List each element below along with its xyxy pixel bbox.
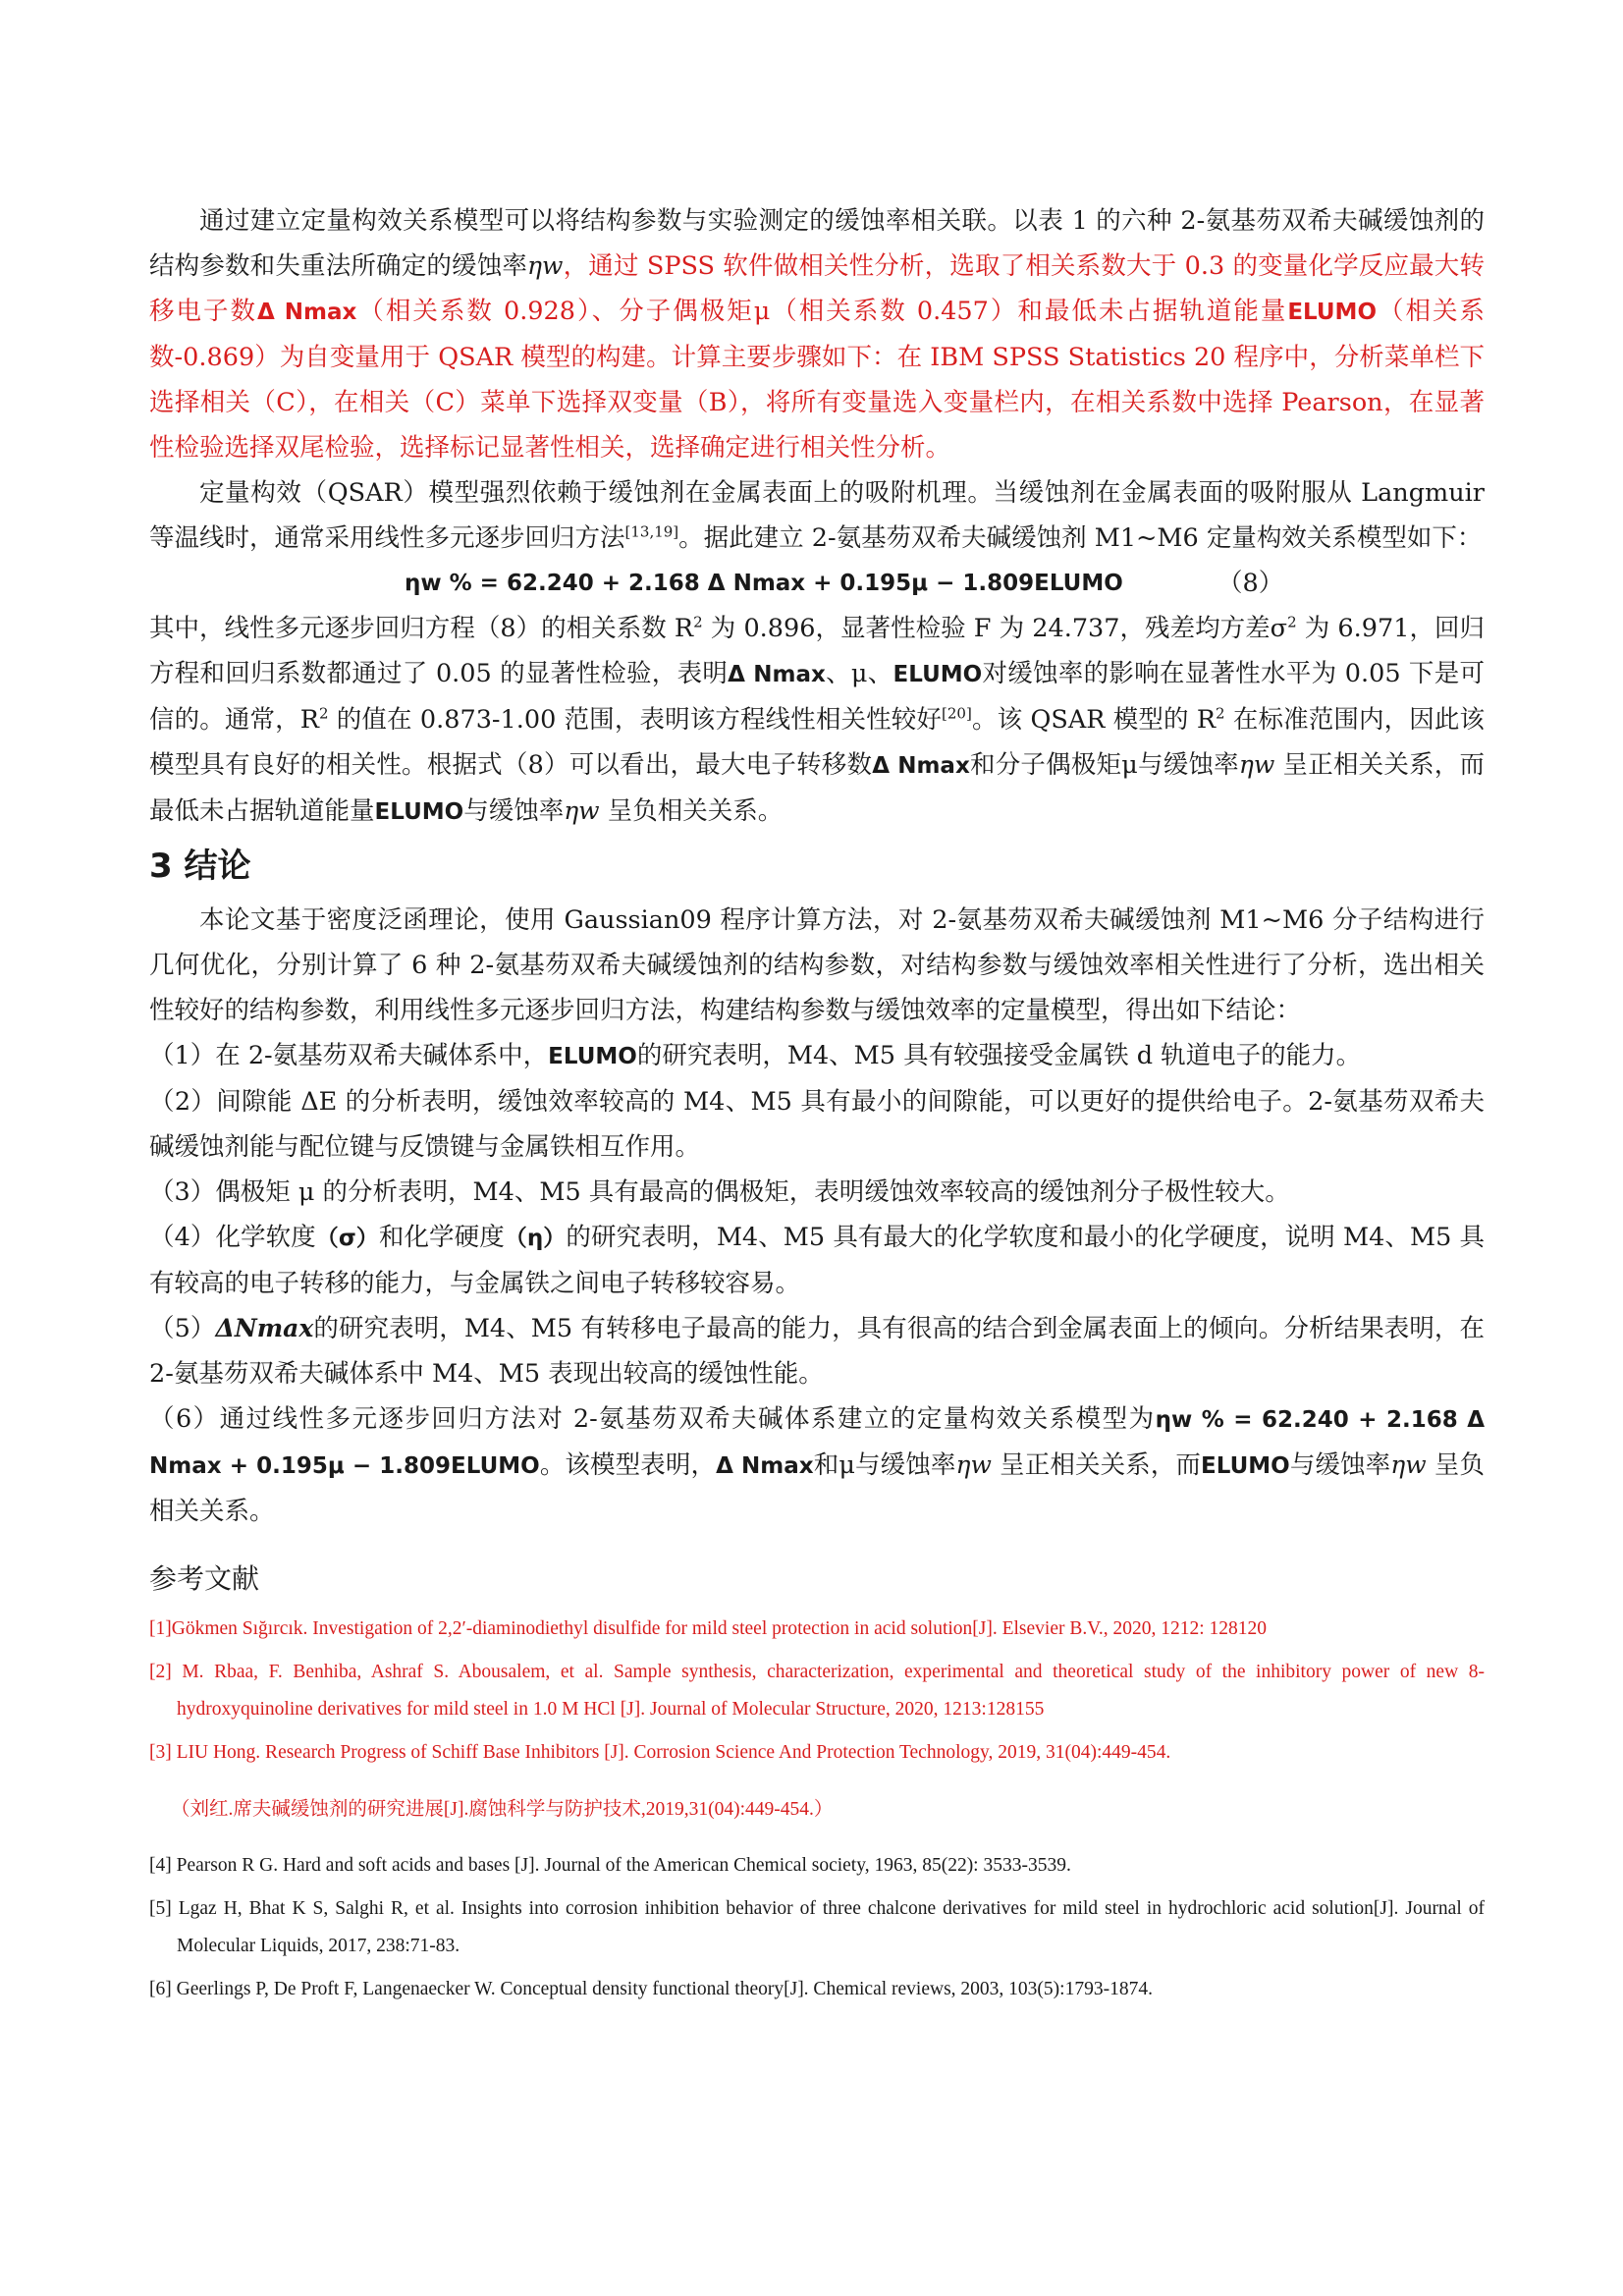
- para3-text-h: 和分子偶极矩μ与缓蚀率: [969, 750, 1239, 780]
- delta-n-max-italic-symbol: ΔNmax: [215, 1314, 314, 1342]
- conclusion-item-5: [149, 1306, 1485, 1396]
- e-lumo-symbol: ELUMO: [1201, 1453, 1290, 1479]
- para3-text-i: 呈正相关关系，而最低未占据轨道能量: [149, 750, 1485, 826]
- paragraph-spss: [149, 198, 1485, 470]
- para3-text-j: 与缓蚀率: [463, 796, 565, 826]
- sigma-symbol: （σ）: [315, 1226, 379, 1251]
- delta-n-max-symbol: Δ Nmax: [257, 300, 357, 325]
- c6-text-b: 。该模型表明，: [539, 1450, 717, 1480]
- equation-formula: ηw % = 62.240 + 2.168 Δ Nmax + 0.195μ − 1.809ELUMO: [405, 571, 1123, 596]
- paper-page: [149, 198, 1485, 2008]
- para3-text-d: 对缓蚀率的影响在显著性水平为 0.05 下是可信的。通常，R: [149, 659, 1485, 735]
- e-lumo-symbol: ELUMO: [374, 799, 464, 825]
- c1-text-a: （1）在 2-氨基芴双希夫碱体系中，: [149, 1041, 549, 1070]
- section-title-conclusion: 3 结论: [149, 847, 251, 886]
- equation-number: （8）: [1217, 569, 1284, 598]
- references-title: 参考文献: [149, 1562, 260, 1595]
- para3-text-a: 其中，线性多元逐步回归方程（8）的相关系数 R: [149, 614, 694, 643]
- para2-text-a: 定量构效（QSAR）模型强烈依赖于缓蚀剂在金属表面上的吸附机理。当缓蚀剂在金属表面的吸附服从 Langmuir 等温线时，通常采用线性多元逐步回归方法: [149, 478, 1485, 553]
- superscript-2: 2: [319, 704, 329, 723]
- para3-text-b: 为 0.896，显著性检验 F 为 24.737，残差均方差σ: [702, 614, 1288, 643]
- conclusion-item-4: [149, 1215, 1485, 1306]
- c4-text-a: （4）化学软度: [149, 1223, 316, 1252]
- paragraph-regression: [149, 606, 1485, 835]
- c5-text-b: 的研究表明，M4、M5 有转移电子最高的能力，具有很高的结合到金属表面上的倾向。分析结果表明，在 2-氨基芴双希夫碱体系中 M4、M5 表现出较高的缓蚀性能。: [149, 1314, 1485, 1389]
- para1-red-text-a: ，通过 SPSS 软件做相关性分析，选取了相关系数大于 0.3 的变量化学反应最大转移电子数: [149, 251, 1485, 326]
- c6-text-d: 呈正相关关系，而: [991, 1450, 1202, 1480]
- eta-symbol: （η）: [504, 1226, 567, 1251]
- eta-w-symbol: ηw: [1238, 750, 1275, 779]
- conclusion-item-1: [149, 1033, 1485, 1079]
- reference-1: [1]Gökmen Sığırcık. Investigation of 2,2′-diaminodiethyl disulfide for mild steel protection in acid solution[J]. Elsevier B.V., 2020, 1212: 128120: [149, 1618, 1267, 1639]
- reference-4: [4] Pearson R G. Hard and soft acids and bases [J]. Journal of the American Chemical society, 1963, 85(22): 3533-3539.: [149, 1855, 1071, 1876]
- delta-n-max-symbol: Δ Nmax: [872, 753, 970, 779]
- citation-20: [20]: [942, 704, 972, 723]
- reference-6: [6] Geerlings P, De Proft F, Langenaecker W. Conceptual density functional theory[J]. Chemical reviews, 2003, 103(5):1793-1874.: [149, 1979, 1153, 1999]
- eta-w-symbol: ηw: [527, 251, 564, 280]
- conclusion-item-6: [149, 1396, 1485, 1534]
- superscript-2: 2: [693, 613, 703, 631]
- reference-3: [3] LIU Hong. Research Progress of Schiff Base Inhibitors [J]. Corrosion Science And Protection Technology, 2019, 31(04):449-454.: [149, 1742, 1171, 1763]
- paragraph-conclusion-intro: 本论文基于密度泛函理论，使用 Gaussian09 程序计算方法，对 2-氨基芴双希夫碱缓蚀剂 M1~M6 分子结构进行几何优化，分别计算了 6 种 2-氨基芴双希夫碱缓蚀剂的结构参数，对结构参数与缓蚀效率相关性进行了分析，选出相关性较好的结构参数，利用线性多元逐步回归方法，构建结构参数与缓蚀效率的定量模型，得出如下结论：: [149, 905, 1485, 1025]
- reference-2: [2] M. Rbaa, F. Benhiba, Ashraf S. Abousalem, et al. Sample synthesis, characterization, experimental and theoretical study of the inhibitory power of new 8-hydroxyquinoline derivatives for mild steel in 1.0 M HCl [J]. Journal of Molecular Structure, 2020, 1213:128155: [149, 1662, 1485, 1720]
- c6-text-f: 呈负相关关系。: [149, 1450, 1486, 1526]
- para3-text-k: 呈负相关关系。: [599, 796, 784, 826]
- para3-separator: 、μ、: [825, 659, 893, 688]
- c6-text-c: 和μ与缓蚀率: [813, 1450, 956, 1480]
- conclusion-item-2: （2）间隙能 ΔE 的分析表明，缓蚀效率较高的 M4、M5 具有最小的间隙能，可以更好的提供给电子。2-氨基芴双希夫碱缓蚀剂能与配位键与反馈键与金属铁相互作用。: [149, 1087, 1485, 1162]
- para3-text-g: 在标准范围内，因此该模型具有良好的相关性。根据式（8）可以看出，最大电子转移数: [149, 705, 1486, 780]
- superscript-2: 2: [1216, 704, 1225, 723]
- para3-text-f: 。该 QSAR 模型的 R: [971, 705, 1217, 735]
- para2-text-b: 。据此建立 2-氨基芴双希夫碱缓蚀剂 M1~M6 定量构效关系模型如下：: [678, 523, 1483, 553]
- e-lumo-symbol: ELUMO: [548, 1044, 637, 1069]
- para1-red-text-c: （相关系数-0.869）为自变量用于 QSAR 模型的构建。计算主要步骤如下：在 IBM SPSS Statistics 20 程序中，分析菜单栏下选择相关（C），在相关（C）菜单下选择双变量（B），将所有变量选入变量栏内，在相关系数中选择 Pearson，在显著性检验选择双尾检验，选择标记显著性相关，选择确定进行相关性分析。: [149, 297, 1485, 463]
- c6-text-a: （6）通过线性多元逐步回归方法对 2-氨基芴双希夫碱体系建立的定量构效关系模型为: [149, 1404, 1156, 1434]
- reference-3-chinese: （刘红.席夫碱缓蚀剂的研究进展[J].腐蚀科学与防护技术,2019,31(04):449-454.）: [171, 1798, 834, 1820]
- c1-text-b: 的研究表明，M4、M5 具有较强接受金属铁 d 轨道电子的能力。: [636, 1041, 1362, 1070]
- conclusion-item-3: （3）偶极矩 μ 的分析表明，M4、M5 具有最高的偶极矩，表明缓蚀效率较高的缓蚀剂分子极性较大。: [149, 1177, 1290, 1207]
- c6-text-e: 与缓蚀率: [1289, 1450, 1391, 1480]
- e-lumo-symbol: ELUMO: [1287, 300, 1377, 325]
- c5-text-a: （5）: [149, 1314, 216, 1343]
- para3-text-e: 的值在 0.873-1.00 范围，表明该方程线性相关性较好: [328, 705, 943, 735]
- delta-n-max-symbol: Δ Nmax: [716, 1453, 814, 1479]
- para1-red-text-b: （相关系数 0.928）、分子偶极矩μ（相关系数 0.457）和最低未占据轨道能量: [356, 297, 1288, 326]
- para3-text-c: 为 6.971，回归方程和回归系数都通过了 0.05 的显著性检验，表明: [149, 614, 1486, 688]
- reference-5: [5] Lgaz H, Bhat K S, Salghi R, et al. Insights into corrosion inhibition behavior of three chalcone derivatives for mild steel in hydrochloric acid solution[J]. Journal of Molecular Liquids, 2017, 238:71-83.: [149, 1898, 1485, 1956]
- equation-8: [149, 561, 1485, 606]
- para1-text: 通过建立定量构效关系模型可以将结构参数与实验测定的缓蚀率相关联。以表 1 的六种 2-氨基芴双希夫碱缓蚀剂的结构参数和失重法所确定的缓蚀率: [149, 206, 1485, 281]
- paragraph-qsar: [149, 470, 1485, 561]
- eta-w-symbol: ηw: [955, 1450, 992, 1479]
- e-lumo-symbol: ELUMO: [893, 662, 983, 687]
- eta-w-symbol: ηw: [1390, 1450, 1427, 1479]
- c4-text-c: 的研究表明，M4、M5 具有最大的化学软度和最小的化学硬度，说明 M4、M5 具有较高的电子转移的能力，与金属铁之间电子转移较容易。: [149, 1223, 1485, 1298]
- equation-inline: ηw % = 62.240 + 2.168 Δ Nmax + 0.195μ − 1.809ELUMO: [149, 1407, 1486, 1479]
- citation-13-19: [13,19]: [624, 522, 679, 541]
- c4-text-b: 和化学硬度: [378, 1223, 505, 1252]
- eta-w-symbol: ηw: [564, 796, 600, 825]
- delta-n-max-symbol: Δ Nmax: [728, 662, 826, 687]
- superscript-2: 2: [1287, 613, 1297, 631]
